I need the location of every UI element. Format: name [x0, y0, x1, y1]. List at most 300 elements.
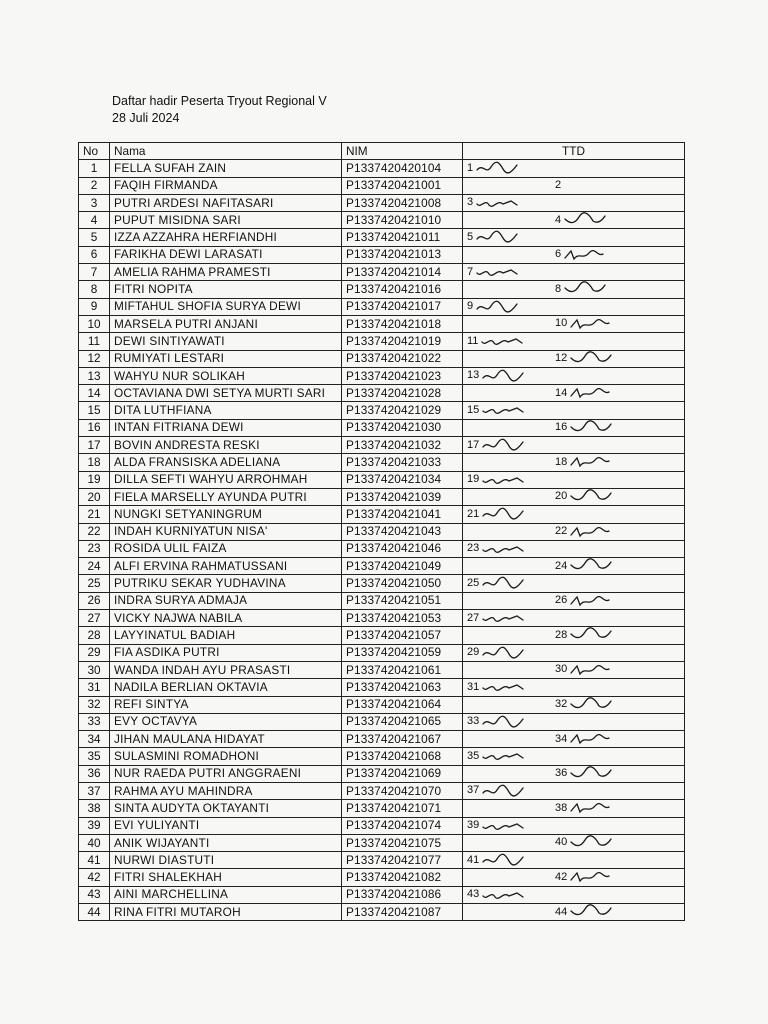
table-row — [79, 298, 685, 315]
student-name: NUNGKI SETYANINGRUM — [110, 506, 342, 523]
handwritten-signature-icon — [482, 437, 524, 453]
signature-cell — [463, 454, 685, 471]
signature-number: 40 — [555, 836, 568, 849]
student-nim: P1337420421063 — [342, 679, 463, 696]
row-number: 24 — [79, 558, 110, 575]
student-nim: P1337420421014 — [342, 264, 463, 281]
row-number: 11 — [79, 333, 110, 350]
signature-cell — [463, 869, 685, 886]
student-name: AINI MARCHELLINA — [110, 886, 342, 903]
signature-entry — [555, 489, 612, 505]
signature-cell — [463, 782, 685, 799]
handwritten-signature-icon — [570, 524, 612, 540]
table-row — [79, 523, 685, 540]
signature-entry — [467, 195, 518, 211]
row-number: 38 — [79, 800, 110, 817]
signature-entry — [467, 472, 524, 488]
signature-cell — [463, 419, 685, 436]
table-row — [79, 765, 685, 782]
student-name: SULASMINI ROMADHONI — [110, 748, 342, 765]
handwritten-signature-icon — [570, 489, 612, 505]
student-name: DEWI SINTIYAWATI — [110, 333, 342, 350]
signature-entry — [467, 299, 518, 315]
table-row — [79, 627, 685, 644]
student-name: EVY OCTAVYA — [110, 713, 342, 730]
student-name: DITA LUTHFIANA — [110, 402, 342, 419]
signature-cell — [463, 558, 685, 575]
handwritten-signature-icon — [570, 766, 612, 782]
signature-entry — [467, 610, 524, 626]
signature-number: 9 — [467, 300, 474, 313]
row-number: 12 — [79, 350, 110, 367]
student-nim: P1337420421057 — [342, 627, 463, 644]
signature-cell — [463, 834, 685, 851]
handwritten-signature-icon — [482, 852, 524, 868]
handwritten-signature-icon — [476, 160, 518, 176]
student-nim: P1337420421071 — [342, 800, 463, 817]
signature-cell — [463, 298, 685, 315]
signature-number: 33 — [467, 715, 480, 728]
student-nim: P1337420421022 — [342, 350, 463, 367]
signature-cell — [463, 523, 685, 540]
signature-number: 42 — [555, 870, 568, 883]
student-nim: P1337420421029 — [342, 402, 463, 419]
signature-cell — [463, 886, 685, 903]
student-nim: P1337420421018 — [342, 315, 463, 332]
signature-cell — [463, 315, 685, 332]
signature-entry — [555, 316, 612, 332]
signature-cell — [463, 696, 685, 713]
student-name: ALDA FRANSISKA ADELIANA — [110, 454, 342, 471]
signature-cell — [463, 800, 685, 817]
signature-number: 5 — [467, 230, 474, 243]
signature-number: 35 — [467, 749, 480, 762]
signature-entry — [555, 800, 612, 816]
row-number: 25 — [79, 575, 110, 592]
row-number: 23 — [79, 540, 110, 557]
handwritten-signature-icon — [570, 454, 612, 470]
table-row — [79, 506, 685, 523]
handwritten-signature-icon — [570, 800, 612, 816]
signature-number: 29 — [467, 646, 480, 659]
handwritten-signature-icon — [482, 368, 524, 384]
handwritten-signature-icon — [570, 731, 612, 747]
student-name: INTAN FITRIANA DEWI — [110, 419, 342, 436]
row-number: 41 — [79, 852, 110, 869]
table-row — [79, 333, 685, 350]
table-row — [79, 471, 685, 488]
student-nim: P1337420421001 — [342, 177, 463, 194]
student-name: SINTA AUDYTA OKTAYANTI — [110, 800, 342, 817]
handwritten-signature-icon — [482, 402, 524, 418]
signature-cell — [463, 713, 685, 730]
student-nim: P1337420420104 — [342, 160, 463, 177]
table-row — [79, 350, 685, 367]
handwritten-signature-icon — [570, 351, 612, 367]
table-row — [79, 713, 685, 730]
signature-number: 18 — [555, 455, 568, 468]
table-row — [79, 160, 685, 177]
student-nim: P1337420421019 — [342, 333, 463, 350]
student-name: RAHMA AYU MAHINDRA — [110, 782, 342, 799]
student-name: DILLA SEFTI WAHYU ARROHMAH — [110, 471, 342, 488]
signature-cell — [463, 350, 685, 367]
signature-entry — [555, 351, 612, 367]
row-number: 6 — [79, 246, 110, 263]
signature-number: 36 — [555, 767, 568, 780]
handwritten-signature-icon — [482, 575, 524, 591]
student-nim: P1337420421051 — [342, 592, 463, 609]
signature-entry — [467, 368, 524, 384]
signature-entry — [555, 212, 606, 228]
student-name: PUTRI ARDESI NAFITASARI — [110, 194, 342, 211]
signature-entry — [555, 385, 612, 401]
signature-entry — [555, 524, 612, 540]
signature-cell — [463, 506, 685, 523]
table-row — [79, 817, 685, 834]
student-nim: P1337420421011 — [342, 229, 463, 246]
student-name: ROSIDA ULIL FAIZA — [110, 540, 342, 557]
column-header-ttd: TTD — [463, 143, 685, 160]
table-row — [79, 402, 685, 419]
row-number: 15 — [79, 402, 110, 419]
signature-number: 30 — [555, 663, 568, 676]
student-nim: P1337420421077 — [342, 852, 463, 869]
signature-cell — [463, 852, 685, 869]
signature-number: 4 — [555, 213, 562, 226]
row-number: 44 — [79, 904, 110, 921]
handwritten-signature-icon — [570, 316, 612, 332]
student-name: FELLA SUFAH ZAIN — [110, 160, 342, 177]
signature-number: 23 — [467, 542, 480, 555]
row-number: 43 — [79, 886, 110, 903]
student-name: REFI SINTYA — [110, 696, 342, 713]
signature-cell — [463, 731, 685, 748]
handwritten-signature-icon — [482, 645, 524, 661]
row-number: 17 — [79, 437, 110, 454]
signature-number: 22 — [555, 525, 568, 538]
table-row — [79, 194, 685, 211]
handwritten-signature-icon — [476, 229, 518, 245]
signature-cell — [463, 367, 685, 384]
signature-number: 7 — [467, 265, 474, 278]
student-name: MIFTAHUL SHOFIA SURYA DEWI — [110, 298, 342, 315]
table-row — [79, 696, 685, 713]
signature-entry — [555, 869, 612, 885]
signature-cell — [463, 592, 685, 609]
student-nim: P1337420421023 — [342, 367, 463, 384]
student-name: OCTAVIANA DWI SETYA MURTI SARI — [110, 385, 342, 402]
document-date: 28 Juli 2024 — [112, 111, 180, 125]
handwritten-signature-icon — [570, 835, 612, 851]
signature-entry — [467, 229, 518, 245]
student-name: FITRI SHALEKHAH — [110, 869, 342, 886]
signature-number: 20 — [555, 490, 568, 503]
signature-entry — [555, 731, 612, 747]
signature-entry — [467, 679, 524, 695]
handwritten-signature-icon — [564, 247, 606, 263]
handwritten-signature-icon — [570, 662, 612, 678]
student-nim: P1337420421050 — [342, 575, 463, 592]
signature-number: 12 — [555, 352, 568, 365]
signature-entry — [467, 714, 524, 730]
student-nim: P1337420421010 — [342, 212, 463, 229]
student-name: PUPUT MISIDNA SARI — [110, 212, 342, 229]
signature-cell — [463, 194, 685, 211]
row-number: 33 — [79, 713, 110, 730]
signature-number: 26 — [555, 594, 568, 607]
signature-cell — [463, 575, 685, 592]
signature-entry — [467, 783, 524, 799]
handwritten-signature-icon — [482, 541, 524, 557]
student-name: ALFI ERVINA RAHMATUSSANI — [110, 558, 342, 575]
row-number: 29 — [79, 644, 110, 661]
signature-number: 38 — [555, 801, 568, 814]
table-row — [79, 679, 685, 696]
student-name: INDAH KURNIYATUN NISA' — [110, 523, 342, 540]
table-row — [79, 782, 685, 799]
signature-number: 11 — [467, 334, 479, 347]
handwritten-signature-icon — [570, 593, 612, 609]
student-nim: P1337420421016 — [342, 281, 463, 298]
signature-cell — [463, 627, 685, 644]
signature-number: 28 — [555, 628, 568, 641]
student-nim: P1337420421032 — [342, 437, 463, 454]
signature-entry — [467, 645, 524, 661]
signature-entry — [467, 506, 524, 522]
student-name: IZZA AZZAHRA HERFIANDHI — [110, 229, 342, 246]
signature-number: 8 — [555, 282, 562, 295]
table-row — [79, 886, 685, 903]
handwritten-signature-icon — [482, 818, 524, 834]
signature-entry — [555, 178, 561, 194]
handwritten-signature-icon — [482, 472, 524, 488]
student-nim: P1337420421069 — [342, 765, 463, 782]
table-row — [79, 367, 685, 384]
row-number: 21 — [79, 506, 110, 523]
student-name: AMELIA RAHMA PRAMESTI — [110, 264, 342, 281]
student-name: FAQIH FIRMANDA — [110, 177, 342, 194]
signature-cell — [463, 661, 685, 678]
student-name: NADILA BERLIAN OKTAVIA — [110, 679, 342, 696]
table-row — [79, 437, 685, 454]
row-number: 30 — [79, 661, 110, 678]
handwritten-signature-icon — [570, 869, 612, 885]
table-row — [79, 904, 685, 921]
student-nim: P1337420421053 — [342, 610, 463, 627]
signature-cell — [463, 246, 685, 263]
signature-cell — [463, 212, 685, 229]
signature-entry — [555, 766, 612, 782]
signature-entry — [555, 420, 612, 436]
signature-entry — [467, 264, 518, 280]
signature-number: 14 — [555, 386, 568, 399]
student-nim: P1337420421087 — [342, 904, 463, 921]
row-number: 35 — [79, 748, 110, 765]
signature-entry — [467, 887, 524, 903]
student-nim: P1337420421070 — [342, 782, 463, 799]
student-nim: P1337420421068 — [342, 748, 463, 765]
signature-entry — [467, 575, 524, 591]
row-number: 37 — [79, 782, 110, 799]
signature-number: 44 — [555, 905, 568, 918]
handwritten-signature-icon — [481, 333, 523, 349]
signature-cell — [463, 644, 685, 661]
signature-entry — [467, 437, 524, 453]
signature-number: 16 — [555, 421, 568, 434]
signature-number: 32 — [555, 698, 568, 710]
signature-entry — [467, 160, 518, 176]
student-name: PUTRIKU SEKAR YUDHAVINA — [110, 575, 342, 592]
signature-entry — [555, 627, 612, 643]
student-name: INDRA SURYA ADMAJA — [110, 592, 342, 609]
row-number: 7 — [79, 264, 110, 281]
student-nim: P1337420421041 — [342, 506, 463, 523]
signature-cell — [463, 679, 685, 696]
row-number: 8 — [79, 281, 110, 298]
student-nim: P1337420421033 — [342, 454, 463, 471]
row-number: 9 — [79, 298, 110, 315]
student-nim: P1337420421064 — [342, 696, 463, 713]
signature-entry — [555, 662, 612, 678]
table-row — [79, 540, 685, 557]
signature-entry — [555, 558, 612, 574]
row-number: 26 — [79, 592, 110, 609]
row-number: 31 — [79, 679, 110, 696]
student-name: FIA ASDIKA PUTRI — [110, 644, 342, 661]
row-number: 19 — [79, 471, 110, 488]
row-number: 13 — [79, 367, 110, 384]
signature-number: 2 — [555, 179, 562, 192]
student-name: JIHAN MAULANA HIDAYAT — [110, 731, 342, 748]
row-number: 27 — [79, 610, 110, 627]
signature-entry — [467, 333, 523, 349]
student-nim: P1337420421008 — [342, 194, 463, 211]
signature-cell — [463, 160, 685, 177]
table-row — [79, 852, 685, 869]
student-name: WAHYU NUR SOLIKAH — [110, 367, 342, 384]
student-nim: P1337420421043 — [342, 523, 463, 540]
handwritten-signature-icon — [482, 679, 524, 695]
signature-cell — [463, 488, 685, 505]
row-number: 5 — [79, 229, 110, 246]
student-name: EVI YULIYANTI — [110, 817, 342, 834]
student-name: FIELA MARSELLY AYUNDA PUTRI — [110, 488, 342, 505]
row-number: 16 — [79, 419, 110, 436]
handwritten-signature-icon — [482, 748, 524, 764]
table-row — [79, 575, 685, 592]
table-row — [79, 454, 685, 471]
row-number: 22 — [79, 523, 110, 540]
column-header-nama: Nama — [110, 143, 342, 160]
student-nim: P1337420421074 — [342, 817, 463, 834]
signature-number: 37 — [467, 784, 480, 797]
signature-cell — [463, 610, 685, 627]
table-row — [79, 229, 685, 246]
document-title: Daftar hadir Peserta Tryout Regional V — [112, 94, 327, 108]
signature-entry — [555, 904, 612, 920]
attendance-table — [78, 142, 685, 921]
student-name: LAYYINATUL BADIAH — [110, 627, 342, 644]
student-nim: P1337420421030 — [342, 419, 463, 436]
handwritten-signature-icon — [482, 506, 524, 522]
table-row — [79, 419, 685, 436]
signature-number: 31 — [467, 680, 480, 693]
signature-entry — [467, 748, 524, 764]
signature-number: 41 — [467, 853, 480, 866]
signature-entry — [467, 402, 524, 418]
student-name: WANDA INDAH AYU PRASASTI — [110, 661, 342, 678]
table-row — [79, 212, 685, 229]
student-name: NUR RAEDA PUTRI ANGGRAENI — [110, 765, 342, 782]
signature-cell — [463, 264, 685, 281]
student-nim: P1337420421061 — [342, 661, 463, 678]
handwritten-signature-icon — [482, 783, 524, 799]
signature-number: 10 — [555, 317, 568, 330]
signature-cell — [463, 333, 685, 350]
table-row — [79, 610, 685, 627]
table-row — [79, 488, 685, 505]
table-row — [79, 281, 685, 298]
student-nim: P1337420421059 — [342, 644, 463, 661]
signature-number: 25 — [467, 576, 480, 589]
student-nim: P1337420421013 — [342, 246, 463, 263]
table-row — [79, 315, 685, 332]
signature-number: 6 — [555, 248, 562, 261]
handwritten-signature-icon — [570, 904, 612, 920]
table-row — [79, 385, 685, 402]
handwritten-signature-icon — [564, 212, 606, 228]
signature-cell — [463, 281, 685, 298]
row-number: 3 — [79, 194, 110, 211]
row-number: 1 — [79, 160, 110, 177]
table-row — [79, 661, 685, 678]
signature-number: 43 — [467, 888, 480, 901]
student-name: MARSELA PUTRI ANJANI — [110, 315, 342, 332]
document-header — [112, 93, 327, 127]
signature-number: 34 — [555, 732, 568, 745]
handwritten-signature-icon — [482, 887, 524, 903]
row-number: 40 — [79, 834, 110, 851]
table-row — [79, 834, 685, 851]
signature-entry — [555, 247, 606, 263]
signature-number: 21 — [467, 507, 480, 520]
signature-number: 13 — [467, 369, 480, 382]
row-number: 34 — [79, 731, 110, 748]
student-nim: P1337420421067 — [342, 731, 463, 748]
signature-entry — [555, 593, 612, 609]
signature-cell — [463, 402, 685, 419]
signature-entry — [467, 852, 524, 868]
row-number: 18 — [79, 454, 110, 471]
column-header-no: No — [79, 143, 110, 160]
signature-entry — [555, 835, 612, 851]
table-header-row — [79, 143, 685, 160]
student-name: BOVIN ANDRESTA RESKI — [110, 437, 342, 454]
student-name: ANIK WIJAYANTI — [110, 834, 342, 851]
student-name: FITRI NOPITA — [110, 281, 342, 298]
student-nim: P1337420421075 — [342, 834, 463, 851]
student-nim: P1337420421034 — [342, 471, 463, 488]
student-nim: P1337420421086 — [342, 886, 463, 903]
row-number: 10 — [79, 315, 110, 332]
row-number: 32 — [79, 696, 110, 713]
student-nim: P1337420421082 — [342, 869, 463, 886]
signature-number: 19 — [467, 473, 480, 486]
student-nim: P1337420421039 — [342, 488, 463, 505]
signature-cell — [463, 177, 685, 194]
signature-cell — [463, 385, 685, 402]
